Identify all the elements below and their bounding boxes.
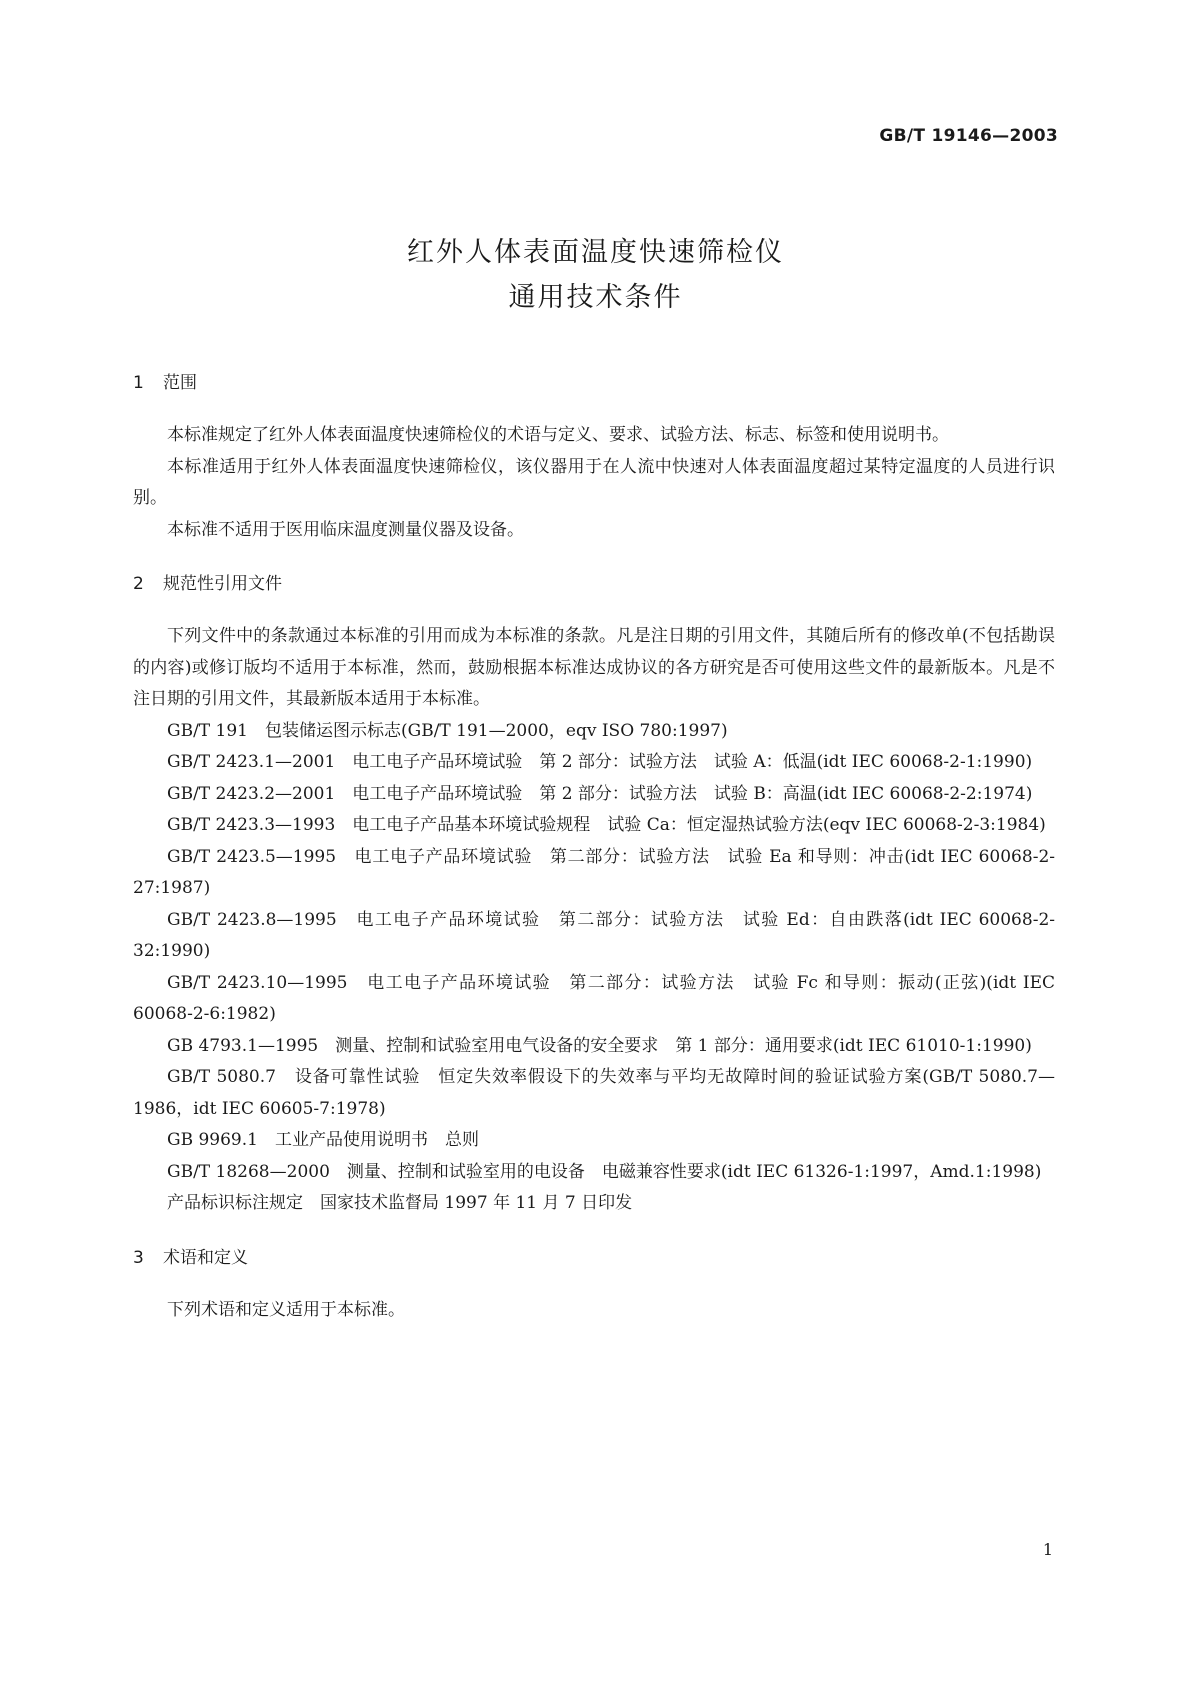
terms-intro: 下列术语和定义适用于本标准。: [167, 1299, 405, 1320]
scope-paragraph: 本标准不适用于医用临床温度测量仪器及设备。: [167, 519, 524, 540]
document-title: [0, 230, 1191, 320]
section-heading-terms: [133, 1242, 1055, 1275]
reference-item: GB/T 2423.5—1995 电工电子产品环境试验 第二部分：试验方法 试验 Ea 和导则：冲击(idt IEC 60068-2-27:1987): [133, 846, 1055, 898]
reference-item: GB/T 2423.10—1995 电工电子产品环境试验 第二部分：试验方法 试验 Fc 和导则：振动(正弦)(idt IEC 60068-2-6:1982): [133, 972, 1056, 1024]
standard-code: GB/T 19146—2003: [879, 126, 1058, 146]
reference-item: GB 9969.1 工业产品使用说明书 总则: [167, 1130, 479, 1150]
reference-item: GB/T 18268—2000 测量、控制和试验室用的电设备 电磁兼容性要求(idt IEC 61326-1:1997，Amd.1:1998): [167, 1161, 1042, 1182]
reference-item: GB/T 2423.3—1993 电工电子产品基本环境试验规程 试验 Ca：恒定湿热试验方法(eqv IEC 60068-2-3:1984): [167, 815, 1046, 835]
reference-item: GB/T 5080.7 设备可靠性试验 恒定失效率假设下的失效率与平均无故障时间的验证试验方案(GB/T 5080.7—1986，idt IEC 60605-7:1978): [133, 1067, 1055, 1119]
title-line-2: 通用技术条件: [508, 282, 683, 313]
section-title: 规范性引用文件: [163, 574, 282, 594]
section-number: 1: [133, 373, 144, 393]
reference-item: GB/T 2423.2—2001 电工电子产品环境试验 第 2 部分：试验方法 试验 B：高温(idt IEC 60068-2-2:1974): [167, 783, 1033, 804]
section-heading-scope: [133, 367, 1055, 400]
reference-item: GB/T 2423.1—2001 电工电子产品环境试验 第 2 部分：试验方法 试验 A：低温(idt IEC 60068-2-1:1990): [167, 752, 1033, 772]
section-heading-normative-references: [133, 568, 1055, 601]
reference-item: GB/T 191 包装储运图示标志(GB/T 191—2000，eqv ISO 780:1997): [167, 720, 728, 741]
references-intro: 下列文件中的条款通过本标准的引用而成为本标准的条款。凡是注日期的引用文件，其随后所有的修改单(不包括勘误的内容)或修订版均不适用于本标准，然而，鼓励根据本标准达成协议的各方研究是否可使用这些文件的最新版本。凡是不注日期的引用文件，其最新版本适用于本标准。: [133, 626, 1055, 709]
reference-item: GB 4793.1—1995 测量、控制和试验室用电气设备的安全要求 第 1 部分：通用要求(idt IEC 61010-1:1990): [167, 1035, 1032, 1056]
title-line-1: 红外人体表面温度快速筛检仪: [407, 237, 784, 268]
section-title: 术语和定义: [163, 1247, 248, 1268]
section-number: 2: [133, 574, 144, 594]
scope-paragraph: 本标准适用于红外人体表面温度快速筛检仪，该仪器用于在人流中快速对人体表面温度超过某特定温度的人员进行识别。: [133, 456, 1055, 508]
section-number: 3: [133, 1247, 144, 1268]
document-body: [133, 367, 1055, 1326]
reference-item: 产品标识标注规定 国家技术监督局 1997 年 11 月 7 日印发: [167, 1193, 633, 1213]
section-title: 范围: [163, 373, 197, 393]
reference-item: GB/T 2423.8—1995 电工电子产品环境试验 第二部分：试验方法 试验 Ed：自由跌落(idt IEC 60068-2-32:1990): [133, 909, 1055, 961]
page-number: 1: [1042, 1540, 1053, 1559]
scope-paragraph: 本标准规定了红外人体表面温度快速筛检仪的术语与定义、要求、试验方法、标志、标签和使用说明书。: [167, 425, 949, 445]
